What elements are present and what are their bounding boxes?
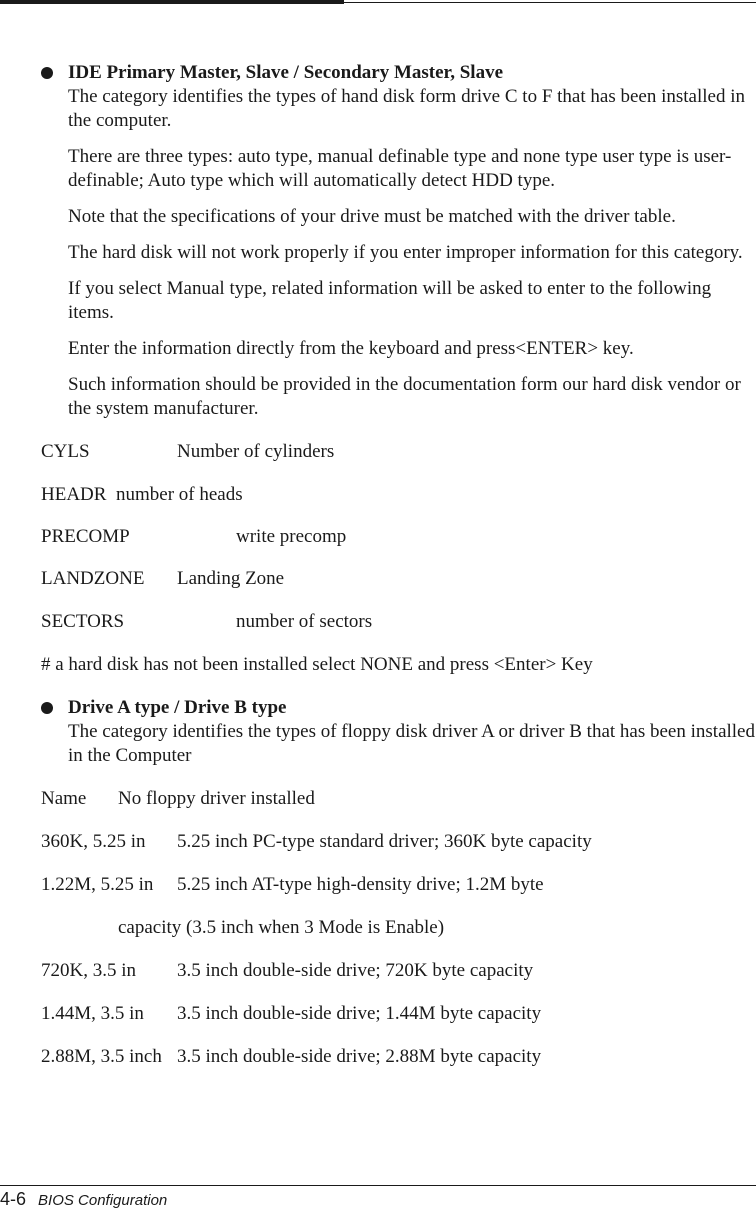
drive-desc: 3.5 inch double-side drive; 720K byte capacity <box>177 960 534 981</box>
section-floppy-drives <box>41 696 756 768</box>
drive-row <box>41 787 756 811</box>
param-desc: Landing Zone <box>177 568 285 589</box>
drive-term: 720K, 3.5 in <box>41 960 136 981</box>
bullet-icon <box>41 67 53 79</box>
paragraph: If you select Manual type, related information will be asked to enter to the following items. <box>68 278 712 323</box>
drive-row <box>41 830 756 854</box>
section-heading-ide: IDE Primary Master, Slave / Secondary Master, Slave <box>68 62 504 83</box>
drive-desc: 5.25 inch PC-type standard driver; 360K byte capacity <box>177 831 592 852</box>
paragraph: Such information should be provided in the documentation form our hard disk vendor or the system manufacturer. <box>68 374 741 419</box>
bullet-icon <box>41 702 53 714</box>
drive-desc: No floppy driver installed <box>118 788 315 809</box>
drive-term: Name <box>41 788 87 809</box>
header-rule-thick <box>0 0 344 4</box>
param-desc: number of heads <box>116 484 243 505</box>
drive-row <box>41 916 756 940</box>
param-row <box>41 525 756 549</box>
drive-desc: 3.5 inch double-side drive; 2.88M byte capacity <box>177 1046 542 1067</box>
param-term: CYLS <box>41 441 90 462</box>
drive-row <box>41 959 756 983</box>
param-term: HEADR <box>41 484 107 505</box>
param-row <box>41 610 756 634</box>
drive-desc: capacity (3.5 inch when 3 Mode is Enable) <box>118 917 445 938</box>
param-term: SECTORS <box>41 611 125 632</box>
header-rule-thin <box>344 2 756 3</box>
paragraph: Note that the specifications of your drive must be matched with the driver table. <box>68 206 676 227</box>
drive-row <box>41 1045 756 1069</box>
drive-row <box>41 1002 756 1026</box>
drive-term: 1.22M, 5.25 in <box>41 874 154 895</box>
drive-row <box>41 873 756 897</box>
paragraph: The hard disk will not work properly if you enter improper information for this category. <box>68 242 743 263</box>
page-number: 4-6 <box>0 1189 27 1209</box>
drive-desc: 5.25 inch AT-type high-density drive; 1.2M byte <box>177 874 544 895</box>
section-intro-ide: The category identifies the types of hand disk form drive C to F that has been installed in the computer. <box>68 86 745 131</box>
drive-desc: 3.5 inch double-side drive; 1.44M byte capacity <box>177 1003 542 1024</box>
drive-term: 1.44M, 3.5 in <box>41 1003 144 1024</box>
section-ide-drives <box>41 61 756 421</box>
param-row <box>41 440 756 464</box>
footer-rule <box>0 1185 756 1186</box>
param-row <box>41 567 756 591</box>
param-desc: write precomp <box>236 526 347 547</box>
drive-term: 360K, 5.25 in <box>41 831 146 852</box>
paragraph: There are three types: auto type, manual definable type and none type user type is user-definable; Auto type which will automatically detect HDD type. <box>68 146 732 191</box>
note-line: # a hard disk has not been installed select NONE and press <Enter> Key <box>41 654 593 675</box>
param-desc: Number of cylinders <box>177 441 335 462</box>
page-footer <box>0 1189 167 1211</box>
section-heading-floppy: Drive A type / Drive B type <box>68 697 287 718</box>
note-text <box>41 653 756 677</box>
param-term: PRECOMP <box>41 526 130 547</box>
param-row <box>41 483 756 507</box>
page-content <box>41 61 756 1069</box>
footer-title: BIOS Configuration <box>38 1192 168 1209</box>
drive-term: 2.88M, 3.5 inch <box>41 1046 162 1067</box>
section-intro-floppy: The category identifies the types of floppy disk driver A or driver B that has been installed in the Computer <box>68 721 755 766</box>
paragraph: Enter the information directly from the keyboard and press<ENTER> key. <box>68 338 634 359</box>
param-term: LANDZONE <box>41 568 145 589</box>
param-desc: number of sectors <box>236 611 373 632</box>
